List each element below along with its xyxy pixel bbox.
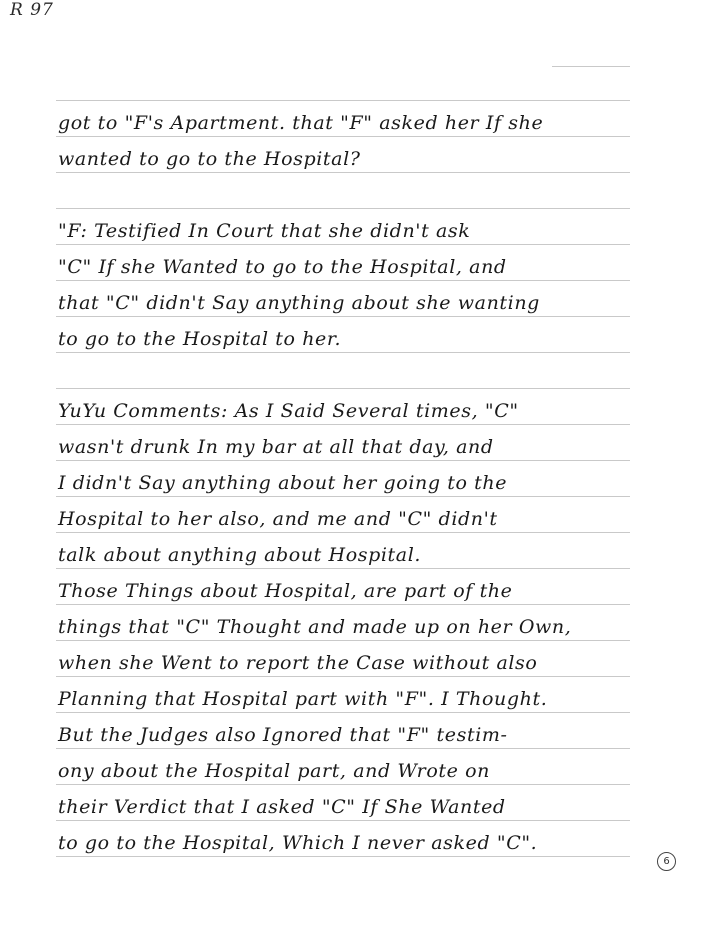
text-line: to go to the Hospital, Which I never asked "C". [58, 832, 538, 854]
text-line: Those Things about Hospital, are part of the [58, 580, 513, 602]
text-line: I didn't Say anything about her going to the [58, 472, 508, 494]
text-line: But the Judges also Ignored that "F" testim- [58, 724, 508, 746]
text-line: talk about anything about Hospital. [58, 544, 422, 566]
ruled-line [552, 66, 630, 67]
text-line: "C" If she Wanted to go to the Hospital, and [58, 256, 507, 278]
text-line: got to "F's Apartment. that "F" asked her If she [58, 112, 544, 134]
text-line: their Verdict that I asked "C" If She Wanted [58, 796, 506, 818]
text-line: Hospital to her also, and me and "C" didn't [58, 508, 498, 530]
ruled-line [56, 208, 630, 209]
text-line: ony about the Hospital part, and Wrote on [58, 760, 490, 782]
ruled-line [56, 100, 630, 101]
text-line: things that "C" Thought and made up on her Own, [58, 616, 572, 638]
text-line: Planning that Hospital part with "F". I Thought. [58, 688, 548, 710]
page-reference-label: R 97 [10, 0, 54, 20]
circled-page-number: 6 [657, 852, 676, 871]
text-line: "F: Testified In Court that she didn't ask [58, 220, 471, 242]
text-line: when she Went to report the Case without also [58, 652, 538, 674]
text-line: to go to the Hospital to her. [58, 328, 342, 350]
text-line: YuYu Comments: As I Said Several times, "C" [58, 400, 519, 422]
text-line: that "C" didn't Say anything about she wanting [58, 292, 540, 314]
ruled-line [56, 388, 630, 389]
text-line: wasn't drunk In my bar at all that day, and [58, 436, 494, 458]
text-line: wanted to go to the Hospital? [58, 148, 361, 170]
